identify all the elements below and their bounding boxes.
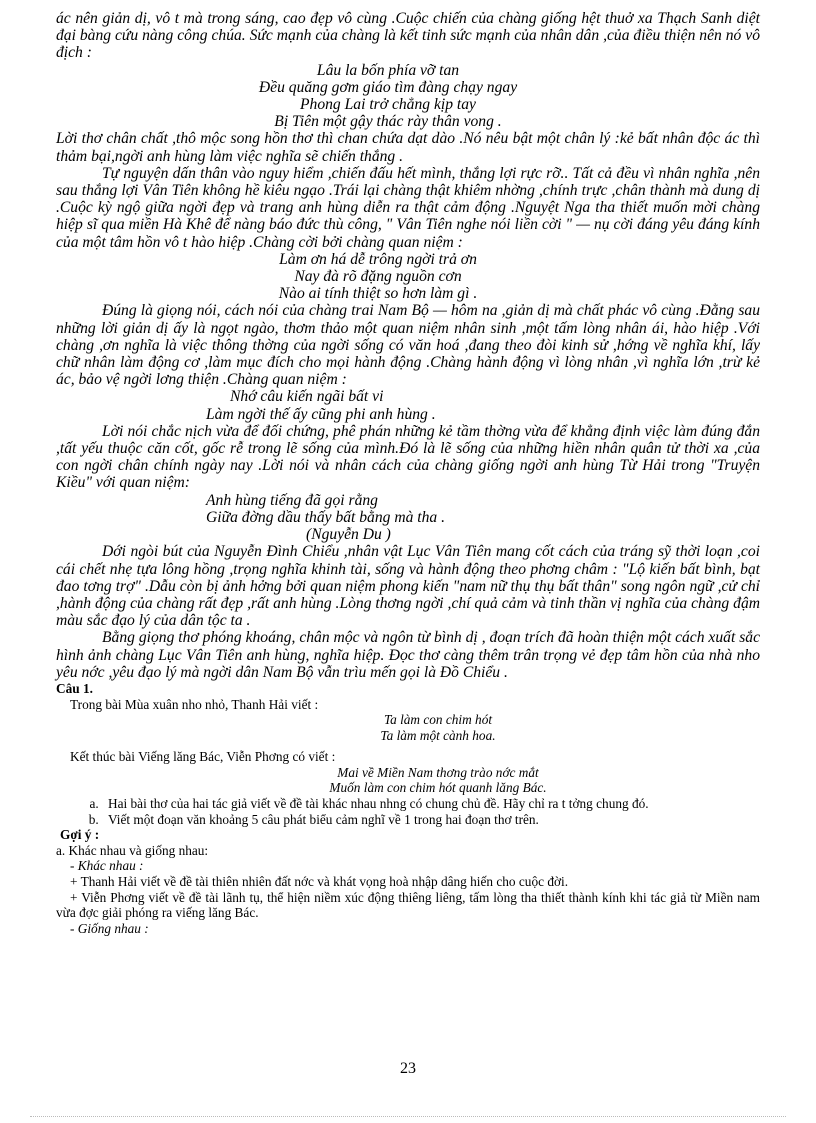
verse-line: Bị Tiên một gậy thác rày thân vong . [274,113,502,131]
verse-line: Giữa đờng dầu thấy bất bằng mà tha . [206,508,446,526]
verse-author: (Nguyễn Du ) [306,526,391,544]
verse-line: Đều quăng gơm giáo tìm đàng chạy ngay [258,78,518,96]
essay-paragraph: Lời nói chắc nịch vừa để đối chứng, phê phán những kẻ tầm thờng vừa để khẳng định việc làm đúng đắn ,tất yếu thuộc căn cốt, gốc rễ trong lẽ sống của mình.Đó là lẽ sống của những hiền nhân quân tử thời xa ,của con ngời chân chính ngày nay .Lời nói và nhân cách của chàng giống ngời anh hùng Từ Hải trong "Truyện Kiều" với quan niệm: [56,422,760,492]
poem-line: Ta làm một cành hoa. [380,727,496,743]
question-intro: Kết thúc bài Viếng lăng Bác, Viễn Phơng có viết : [70,749,336,765]
question-items [56,796,760,827]
poem-block [56,765,760,796]
question-heading: Câu 1. [56,680,93,696]
essay-paragraph: ác nên giản dị, vô t mà trong sáng, cao đẹp vô cùng .Cuộc chiến của chàng giống hệt thuở xa Thạch Sanh diệt đại bàng cứu nàng công chúa. Sức mạnh của chàng là kết tinh sức mạnh của nhân dân ,của điều thiện nên nó vô địch : [56,10,760,62]
page-number: 23 [400,1060,416,1077]
verse-line: Nào ai tính thiệt so hơn làm gì . [278,285,478,303]
poem-line: Ta làm con chim hót [383,712,493,728]
verse-line: Phong Lai trở chẳng kịp tay [300,96,476,114]
verse-block [56,251,760,303]
hint-line: + Thanh Hải viết về đề tài thiên nhiên đất nớc và khát vọng hoà nhập dâng hiến cho cuộc đời. [70,874,569,890]
essay-paragraph: Tự nguyện dấn thân vào nguy hiểm ,chiến đấu hết mình, thắng lợi rực rỡ.. Tất cả đều vì nhân nghĩa ,nên sau thắng lợi Vân Tiên không hề kiêu ngạo .Trái lại chàng thật khiêm nhờng ,chính trực ,chân thành mà dung dị .Cuộc kỳ ngộ giữa ngời đẹp và trang anh hùng diễn ra thật cảm động .Nguyệt Nga tha thiết muốn mời chàng hiệp sĩ qua miền Hà Khê để nàng báo đức thù công, " Vân Tiên nghe nói liền cời " — nụ cời đáng yêu đáng kính của một tâm hồn vô t hào hiệp .Chàng cời bởi chàng quan niệm : [56,164,760,251]
essay-paragraph: Đúng là giọng nói, cách nói của chàng trai Nam Bộ — hôm na ,giản dị mà chất phác vô cùng .Đằng sau những lời giản dị ấy là ngọt ngào, thơm thảo một quan niệm nhân sinh ,một tấm lòng nhân ái, hào hiệp .Với chàng ,ơn nghĩa là việc thông thờng của ngời sống có văn hoá ,đang theo đòi kinh sử ,hớng về nghĩa khí, lấy chữ nhân làm động cơ ,làm mục đích cho mọi hành động .Chàng hành động vì lòng nhân ,vì nghĩa lớn ,trừ kẻ ác, bảo vệ ngời lơng thiện .Chàng quan niệm : [56,302,760,389]
essay-section [56,10,760,681]
poem-block [56,712,760,743]
hint-line: + Viễn Phơng viết về đề tài lãnh tụ, thể hiện niềm xúc động thiêng liêng, tấm lòng tha thiết thành kính khi tác giả từ Miền nam vừa đợc giải phóng ra viếng lăng Bác. [56,889,760,921]
verse-block [56,62,760,131]
essay-paragraph: Bằng giọng thơ phóng khoáng, chân mộc và ngôn từ bình dị , đoạn trích đã hoàn thiện một cách xuất sắc hình ảnh chàng Lục Vân Tiên anh hùng, nghĩa hiệp. Đọc thơ càng thêm trân trọng vẻ đẹp tâm hồn của nhà nho yêu nớc ,yêu đạo lý mà ngời dân Nam Bộ vẫn trìu mến gọi là Đồ Chiểu . [56,629,760,681]
document-page [56,10,760,936]
question-section [56,681,760,937]
hint-label: - Khác nhau : [70,858,144,874]
verse-line: Làm ơn há dễ trông ngời trả ơn [279,250,477,268]
verse-block [56,388,760,422]
hint-heading: Gợi ý : [60,827,100,843]
question-intro: Trong bài Mùa xuân nho nhỏ, Thanh Hải viết : [70,696,319,712]
question-item: b. Viết một đoạn văn khoảng 5 câu phát biểu cảm nghĩ về 1 trong hai đoạn thơ trên. [102,812,760,828]
verse-line: Nhớ câu kiến ngãi bất vi [230,388,384,406]
poem-line: Mai về Miền Nam thơng trào nớc mắt [337,764,539,780]
footer-divider [30,1116,786,1117]
verse-block [56,492,760,544]
hint-subheading: a. Khác nhau và giống nhau: [56,842,209,858]
verse-line: Anh hùng tiếng đã gọi rằng [206,491,378,509]
essay-paragraph: Lời thơ chân chất ,thô mộc song hồn thơ thì chan chứa dạt dào .Nó nêu bật một chân lý :kẻ bất nhân độc ác thì thảm bại,ngời anh hùng làm việc nghĩa sẽ chiến thắng . [56,130,760,165]
verse-line: Nay đà rõ đặng nguồn cơn [294,268,462,286]
poem-line: Muốn làm con chim hót quanh lăng Bác. [329,780,547,796]
verse-line: Lâu la bốn phía vỡ tan [316,61,460,79]
verse-line: Làm ngời thế ấy cũng phi anh hùng . [206,405,436,423]
essay-paragraph: Dới ngòi bút của Nguyễn Đình Chiểu ,nhân vật Lục Vân Tiên mang cốt cách của tráng sỹ thời loạn ,coi cái chết nhẹ tựa lông hồng ,trọng nghĩa khinh tài, sống và hành động theo phơng châm : "Lộ kiến bất bình, bạt đao tơng trợ" .Dẫu còn bị ảnh hởng bởi quan niệm phong kiến "nam nữ thụ thụ bất thân" song ngôn ngữ ,cử chỉ ,hành động của chàng rất đẹp ,rất anh hùng .Lòng thơng ngời ,chí quả cảm và tinh thần vị nghĩa của chàng đậm màu sắc đạo lý của dân tộc ta . [56,543,760,630]
hint-label: - Giống nhau : [70,920,149,936]
question-item: a. Hai bài thơ của hai tác giả viết về đề tài khác nhau nhng có chung chủ đề. Hãy chỉ ra t tởng chung đó. [102,796,760,812]
